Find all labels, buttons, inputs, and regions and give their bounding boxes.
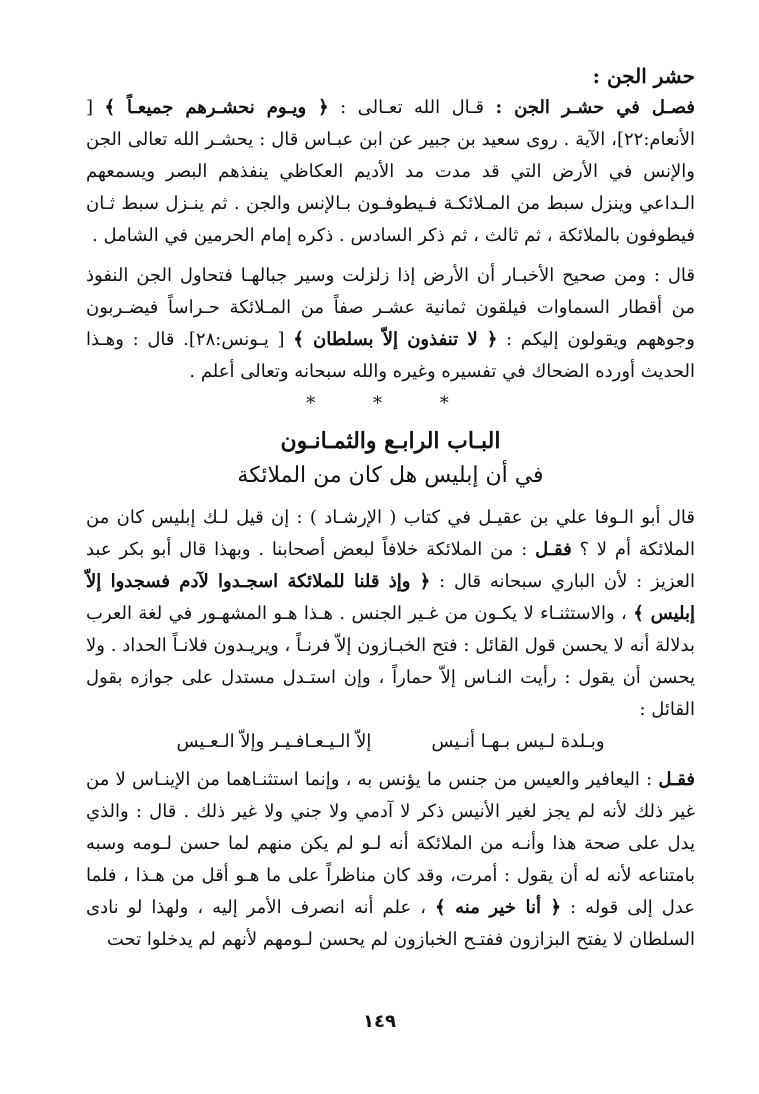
quran-quote: ﴿ لا تنفذون إلاّ بسلطان ﴾ [293,329,498,350]
paragraph-text: ، والاستثنـاء لا يكـون من غـير الجنس . هـذا هـو المشهـور في لغة العرب بدلالة أنه لا يحسن قول القائل : فتح الخبـازون إلاّ فرنـاً ، ويريـدون فلانـاً الحداد . ولا يحسن أن يقول : رأيت النـاس إلاّ حماراً ، وإن استـدل مستدل على جوازه بقول القائل : [86,603,695,720]
paragraph-text: ، علم أنه انصرف الأمر إليه ، ولهذا لو نادى السلطان لا يفتح البزازون ففتـح الخبازون لم يحسن لـومهم لأنهم لم يدخلوا تحت [86,897,695,950]
paragraph-text: قال أبو الـوفا علي بن عقيـل في كتاب ( الإرشـاد ) : إن قيل لـك إبليس كان من الملائكة أم لا ؟ [86,507,695,560]
chapter-title: البـاب الرابـع والثمـانـون [280,428,501,454]
paragraph-iblis [86,502,695,726]
section-heading: حشر الجن : [592,64,695,88]
verse-first-hemistich: وبـلدة لـيس بـهـا أنـيس [431,731,605,752]
paragraph-text: [ يـونس:٢٨]. قال : وهـذا الحديث أورده الضحاك في تفسيره وغيره والله سبحانه وتعالى أعلم . [86,329,695,382]
paragraph-lead: فقـل [535,539,572,560]
quran-quote: ﴿ ويـوم نحشـرهم جميعـاً ﴾ [104,97,329,118]
poetry-verse [86,726,695,758]
paragraph-jinn-gathering [86,92,695,252]
paragraph-earthquake [86,260,695,388]
section-divider-stars: * * * [306,393,475,414]
quran-quote: ﴿ أنا خير منه ﴾ [435,897,562,918]
paragraph-text: قـال الله تعـالى : [328,97,496,118]
paragraph-argument [86,764,695,956]
chapter-subtitle: في أن إبليس هل كان من الملائكة [237,463,544,488]
paragraph-text: : اليعافير والعيس من جنس ما يؤنس به ، وإنما استثنـاهما من الإينـاس لا من غير ذلك لأنه لم يجز لغير الأنيس ذكر لا آدمي ولا جني ولا غير ذلك . قال : والذي يدل على صحة هذا وأنـه من الملائكة أنه لـو لم يكن منهم لما حسن لـومه وسبه بامتناعه لأنه له أن يقول : أمرت، وقد كان مناظراً على ما هـو أقل من هـذا ، فلما عدل إلى قوله : [86,769,695,918]
paragraph-lead: فصـل في حشـر الجن : [495,97,695,118]
paragraph-lead: فقـل [658,769,695,790]
paragraph-text: قال : ومن صحيح الأخبـار أن الأرض إذا زلزلت وسير جبالهـا فتحاول الجن النفوذ من أقطار السماوات فيلقون ثمانية عشـر صفاً من المـلائكة حـراساً فيضـربون وجوههم ويقولون إليكم : [86,265,695,350]
paragraph-text: [ الأنعام:٢٢]، الآية . روى سعيد بن جبير عن ابن عبـاس قال : يحشـر الله تعالى الجن والإنس في الأرض التي قد مدت مد الأديم العكاظي ينفذهم البصر ويسمعهم الـداعي وينزل سبط من المـلائكـة فـيطوفـون بـالإنس والجن . ثم ينـزل سبط ثـان فيطوفون بالملائكة ، ثم ثالث ، ثم ذكر السادس . ذكره إمام الحرمين في الشامل . [86,97,695,246]
book-page [86,60,695,1054]
paragraph-text: : من الملائكة خلافاً لبعض أصحابنا . وبهذا قال أبو بكر عبد العزيز : لأن الباري سبحانه قال : [86,539,695,592]
verse-second-hemistich: إلاّ الـيـعـافـيـر وإلاّ الـعـيس [176,731,372,752]
page-number: ١٤٩ [363,1011,396,1032]
quran-quote: ﴿ وإذ قلنا للملائكة اسجـدوا لآدم فسجدوا إلاّ إبليس ﴾ [86,571,695,624]
